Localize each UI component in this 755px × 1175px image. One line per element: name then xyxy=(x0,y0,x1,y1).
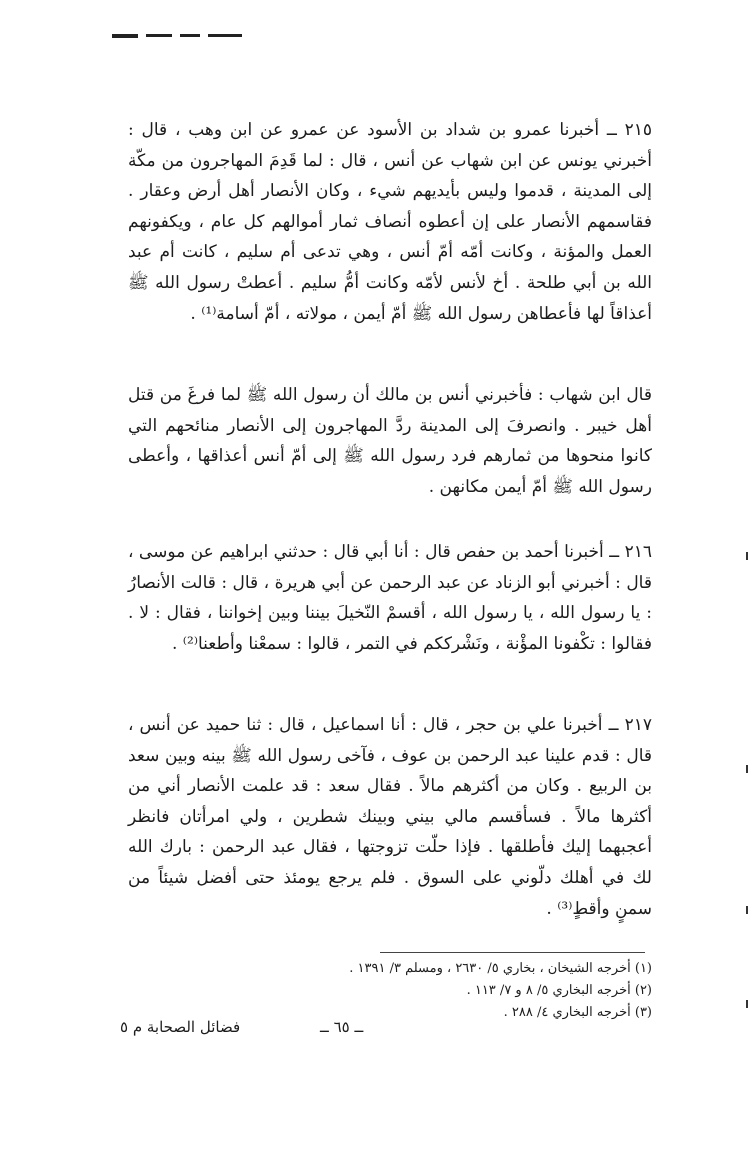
header-dash xyxy=(112,34,138,38)
margin-mark xyxy=(746,1000,748,1008)
header-dash xyxy=(208,34,242,37)
hadith-216 xyxy=(128,537,652,659)
paragraph: قال ابن شهاب : فأخبرني أنس بن مالك أن رسول الله ﷺ لما فرغَ من قتل أهل خيبر . وانصرفَ إلى المدينة ردَّ المهاجرون إلى الأنصار منائحهم التي كانوا منحوها من ثمارهم فرد رسول الله ﷺ إلى أمّ أنس أعذاقها ، وأعطى رسول الله ﷺ أمّ أيمن مكانهن . xyxy=(128,385,652,497)
footnotes xyxy=(128,958,652,1024)
paragraph: ٢١٦ ــ أخبرنا أحمد بن حفص قال : أنا أبي قال : حدثني ابراهيم عن موسى ، قال : أخبرني أبو الزناد عن عبد الرحمن عن أبي هريرة ، قال : قالت الأنصارُ : يا رسول الله ، يا رسول الله ، أقسمْ النّخيلَ بيننا وبين إخواننا ، فقال : لا . فقالوا : تكْفونا المؤْنة ، ونَشْرككم في التمر ، قالوا : سمعْنا وأطعنا⁽²⁾ . xyxy=(128,542,652,654)
footnote: (٣) أخرجه البخاري ٤/ ٢٨٨ . xyxy=(503,1005,652,1020)
paragraph: ٢١٥ ــ أخبرنا عمرو بن شداد بن الأسود عن عمرو عن ابن وهب ، قال : أخبرني يونس عن ابن شهاب عن أنس ، قال : لما قَدِمَ المهاجرون من مكّة إلى المدينة ، قدموا وليس بأيديهم شيء ، وكان الأنصار أهل أرض وعقار . فقاسمهم الأنصار على إن أعطوه أنصاف ثمار أموالهم كل عام ، ويكفونهم العمل والمؤنة ، وكانت أمّه أمّ أنس ، وهي تدعى أم سليم ، كانت أم عبد الله بن أبي طلحة . أخ لأنس لأمّه وكانت أمُّ سليم . أعطتْ رسول الله ﷺ أعذاقاً لها فأعطاهن رسول الله ﷺ أمّ أيمن ، مولاته ، أمّ أسامة⁽¹⁾ . xyxy=(128,120,652,324)
hadith-217 xyxy=(128,710,652,924)
footnote: (٢) أخرجه البخاري ٥/ ٨ و ٧/ ١١٣ . xyxy=(466,983,652,998)
margin-mark xyxy=(746,906,748,914)
hadith-215 xyxy=(128,115,652,329)
header-ornament xyxy=(112,34,242,40)
footnote-separator xyxy=(380,952,645,953)
ibn-shihab-paragraph xyxy=(128,380,652,502)
page-number: ــ ٦٥ ــ xyxy=(320,1018,364,1036)
book-title: فضائل الصحابة م ٥ xyxy=(120,1018,241,1036)
margin-mark xyxy=(746,765,748,773)
margin-mark xyxy=(746,552,748,560)
paragraph: ٢١٧ ــ أخبرنا علي بن حجر ، قال : أنا اسماعيل ، قال : ثنا حميد عن أنس ، قال : قدم علينا عبد الرحمن بن عوف ، فآخى رسول الله ﷺ بينه وبين سعد بن الربيع . وكان من أكثرهم مالاً . فقال سعد : قد علمت الأنصار أني من أكثرها مالاً . فسأقسم مالي بيني وبينك شطرين ، ولي امرأتان فانظر أعجبهما إليك فأطلقها . فإذا حلّت تزوجتها ، فقال عبد الرحمن : بارك الله لك في أهلك دلّوني على السوق . فلم يرجع يومئذ حتى أفضل شيئاً من سمنٍ وأقطٍ⁽³⁾ . xyxy=(128,715,652,919)
header-dash xyxy=(146,34,172,37)
footnote: (١) أخرجه الشيخان ، بخاري ٥/ ٢٦٣٠ ، ومسلم ٣/ ١٣٩١ . xyxy=(349,961,652,976)
header-dash xyxy=(180,34,200,37)
page-footer xyxy=(120,1018,660,1048)
